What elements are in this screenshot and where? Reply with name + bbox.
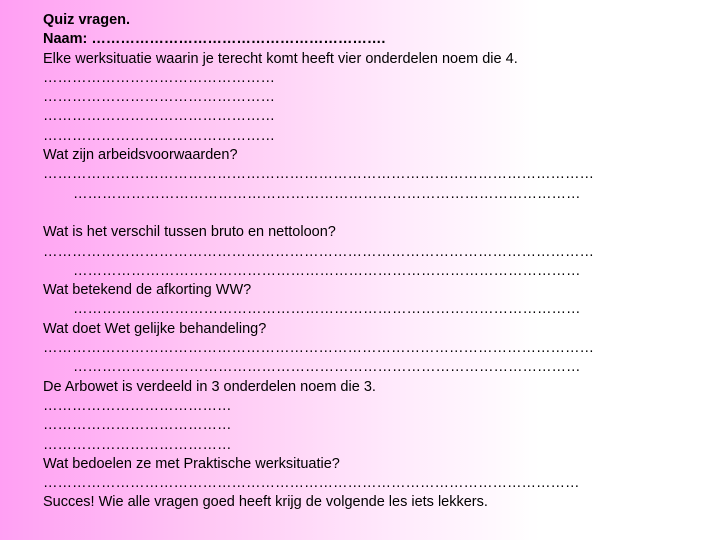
answer-line: …………………………………………………………………………………………… [73,301,581,318]
answer-line: ………………………………………… [43,127,275,144]
answer-line: …………………………………………………………………………………………… [73,359,581,376]
question-1: Elke werksituatie waarin je terecht komt heeft vier onderdelen noem die 4. [43,50,518,67]
question-3: Wat is het verschil tussen bruto en nettoloon? [43,224,336,241]
answer-line: ………………………………………… [43,89,275,106]
question-7: Wat bedoelen ze met Praktische werksituatie? [43,455,340,472]
quiz-content [43,11,703,513]
answer-line: ………………………………… [43,417,232,434]
answer-line: …………………………………………………………………………………………………… [43,243,594,260]
answer-line: ………………………………………………………………………………………………… [43,475,580,492]
answer-line: ………………………………………… [43,108,275,125]
answer-line: …………………………………………………………………………………………… [73,262,581,279]
answer-line: …………………………………………………………………………………………………… [43,166,594,183]
name-field: Naam: ……………………………………………………. [43,31,386,48]
question-6: De Arbowet is verdeeld in 3 onderdelen noem die 3. [43,378,376,395]
answer-line: ………………………………… [43,397,232,414]
quiz-title: Quiz vragen. [43,12,131,28]
question-5: Wat doet Wet gelijke behandeling? [43,320,267,337]
closing-text: Succes! Wie alle vragen goed heeft krijg de volgende les iets lekkers. [43,494,488,511]
answer-line: ………………………………………… [43,69,275,86]
spacer [43,204,703,223]
question-4: Wat betekend de afkorting WW? [43,282,252,299]
answer-line: …………………………………………………………………………………………… [73,185,581,202]
answer-line: ………………………………… [43,436,232,453]
answer-line: …………………………………………………………………………………………………… [43,340,594,357]
question-2: Wat zijn arbeidsvoorwaarden? [43,147,238,164]
